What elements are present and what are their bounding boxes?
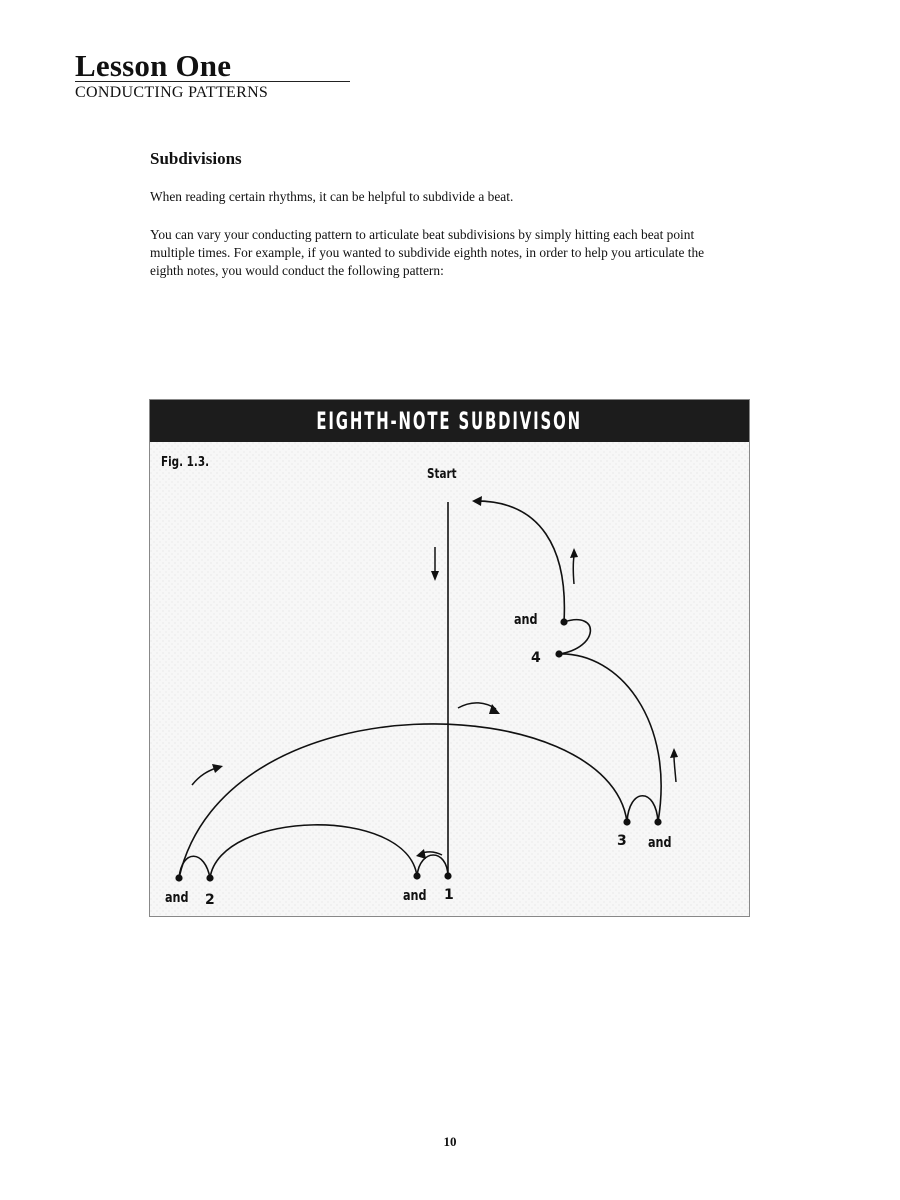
- beat-label-one: 1: [444, 887, 454, 903]
- start-label: Start: [427, 465, 457, 482]
- beat-point-three: [623, 818, 630, 825]
- title-rule: [75, 81, 350, 82]
- beat-point-three-and: [654, 818, 661, 825]
- beat-label-four-and: and: [514, 610, 538, 628]
- beat-point-four-and: [560, 618, 567, 625]
- beat-label-three: 3: [617, 833, 627, 849]
- beat-point-one-and: [413, 872, 420, 879]
- conducting-figure: [149, 399, 750, 917]
- beat-label-four: 4: [531, 650, 541, 666]
- lesson-subtitle: CONDUCTING PATTERNS: [75, 84, 269, 101]
- beat-label-three-and: and: [648, 833, 672, 851]
- beat-point-four: [555, 650, 562, 657]
- lesson-title: Lesson One: [75, 48, 232, 83]
- page-number: 10: [443, 1134, 457, 1149]
- beat-label-two: 2: [205, 892, 215, 908]
- beat-point-two: [206, 874, 213, 881]
- intro-paragraph: When reading certain rhythms, it can be helpful to subdivide a beat.: [150, 189, 514, 204]
- conducting-pattern-diagram: [150, 400, 750, 917]
- beat-point-one: [444, 872, 451, 879]
- figure-banner-text: EIGHTH-NOTE SUBDIVISON: [316, 407, 583, 435]
- beat-label-two-and: and: [165, 888, 189, 906]
- beat-label-one-and: and: [403, 886, 427, 904]
- beat-point-two-and: [175, 874, 182, 881]
- figure-number-label: Fig. 1.3.: [161, 453, 210, 470]
- explanation-paragraph: You can vary your conducting pattern to articulate beat subdivisions by simply hitting each beat point multiple times. For example, if you wanted to subdivide eighth notes, in order to help you articulate the eighth notes, you would conduct the following pattern:: [150, 227, 705, 278]
- section-heading: Subdivisions: [150, 149, 242, 168]
